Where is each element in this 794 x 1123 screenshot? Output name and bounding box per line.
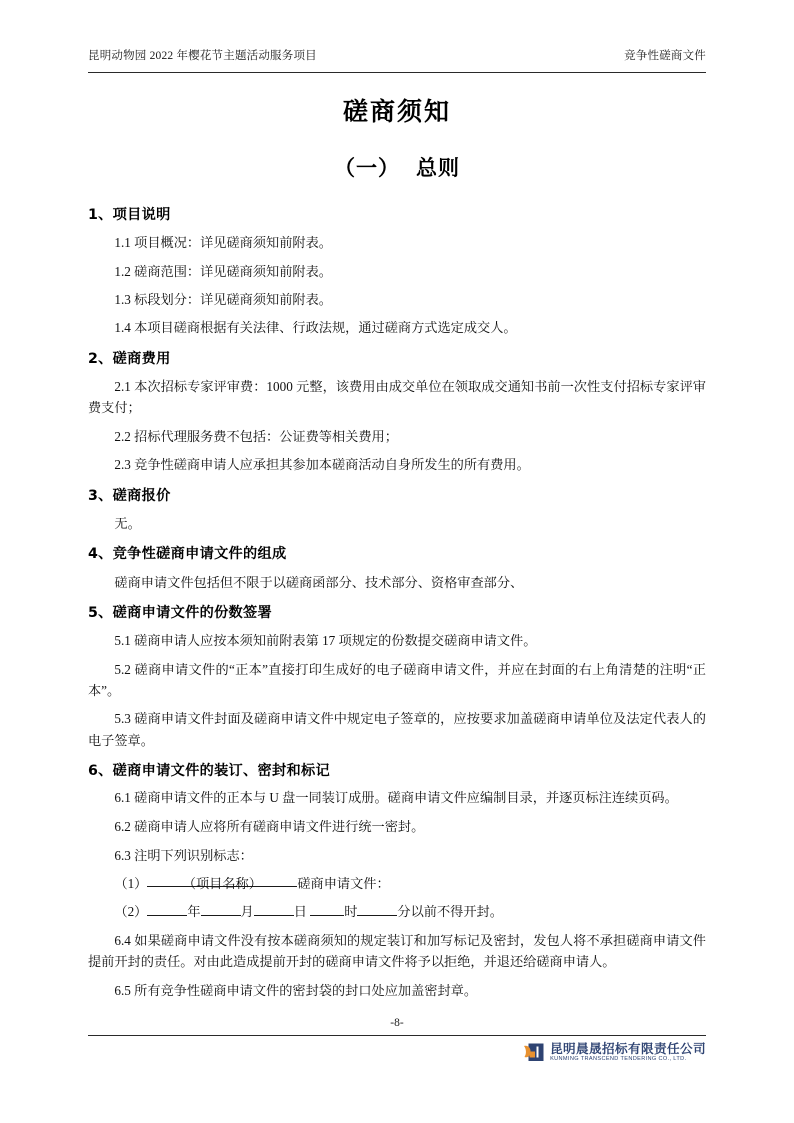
section-4 xyxy=(88,544,706,593)
marking-item-1-prefix: （1） xyxy=(114,876,148,892)
company-logo-mark-icon xyxy=(523,1042,545,1063)
minute-blank[interactable] xyxy=(357,902,397,916)
paragraph: 6.1 磋商申请文件的正本与 U 盘一同装订成册。磋商申请文件应编制目录，并逐页标注连续页码。 xyxy=(114,790,678,806)
unit-hour: 时 xyxy=(344,904,358,920)
section-2 xyxy=(88,349,706,476)
subtitle-part-number: （一） xyxy=(334,156,400,180)
paragraph: 5.2 磋商申请文件的“正本”直接打印生成好的电子磋商申请文件，并应在封面的右上角清楚的注明“正本”。 xyxy=(88,661,706,698)
company-logo-text xyxy=(550,1042,706,1063)
section-heading: 4、竞争性磋商申请文件的组成 xyxy=(88,546,287,563)
company-logo xyxy=(523,1042,706,1063)
paragraph: 6.2 磋商申请人应将所有磋商申请文件进行统一密封。 xyxy=(114,819,425,835)
subtitle-part-name: 总则 xyxy=(416,156,460,180)
day-blank[interactable] xyxy=(254,902,294,916)
page-number: -8- xyxy=(390,1017,404,1029)
running-header xyxy=(88,50,706,64)
section-subtitle xyxy=(0,152,794,182)
paragraph: 无。 xyxy=(114,515,141,531)
paragraph: 6.3 注明下列识别标志： xyxy=(114,847,253,863)
unit-month: 月 xyxy=(240,904,254,920)
unit-day: 日 xyxy=(293,904,307,920)
paragraph: 2.3 竞争性磋商申请人应承担其参加本磋商活动自身所发生的所有费用。 xyxy=(114,457,530,473)
section-6 xyxy=(88,761,706,1001)
section-heading: 3、磋商报价 xyxy=(88,487,171,504)
paragraph: 1.1 项目概况：详见磋商须知前附表。 xyxy=(114,235,332,251)
document-body xyxy=(88,205,706,1011)
paragraph: 1.2 磋商范围：详见磋商须知前附表。 xyxy=(114,263,332,279)
year-blank[interactable] xyxy=(147,902,187,916)
paragraph: 磋商申请文件包括但不限于以磋商函部分、技术部分、资格审查部分、 xyxy=(114,574,524,590)
paragraph: 6.5 所有竞争性磋商申请文件的密封袋的封口处应加盖密封章。 xyxy=(114,982,478,998)
company-name-en: KUNMING TRANSCEND TENDERING CO., LTD. xyxy=(550,1055,687,1062)
header-project-title: 昆明动物园 2022 年樱花节主题活动服务项目 xyxy=(88,50,317,62)
company-name-cn: 昆明晨晟招标有限责任公司 xyxy=(550,1041,706,1057)
project-name-blank[interactable]: （项目名称） xyxy=(147,873,297,887)
section-heading: 2、磋商费用 xyxy=(88,350,171,367)
page-title: 磋商须知 xyxy=(342,97,451,126)
section-3 xyxy=(88,486,706,535)
paragraph: 5.1 磋商申请人应按本须知前附表第 17 项规定的份数提交磋商申请文件。 xyxy=(114,633,537,649)
paragraph: 1.4 本项目磋商根据有关法律、行政法规，通过磋商方式选定成交人。 xyxy=(114,320,517,336)
section-heading: 1、项目说明 xyxy=(88,207,171,223)
paragraph: 1.3 标段划分：详见磋商须知前附表。 xyxy=(114,292,332,308)
section-heading: 6、磋商申请文件的装订、密封和标记 xyxy=(88,763,330,780)
paragraph: 6.4 如果磋商申请文件没有按本磋商须知的规定装订和加写标记及密封，发包人将不承担磋商申请文件提前开封的责任。对由此造成提前开封的磋商申请文件将予以拒绝，并退还给磋商申请人。 xyxy=(88,932,706,970)
header-document-type: 竞争性磋商文件 xyxy=(624,50,706,62)
month-blank[interactable] xyxy=(201,902,241,916)
unit-minute: 分以前不得开封。 xyxy=(397,904,503,920)
section-heading: 5、磋商申请文件的份数签署 xyxy=(88,604,273,621)
marking-item-1 xyxy=(88,873,706,894)
section-5 xyxy=(88,603,706,751)
marking-item-1-suffix: 磋商申请文件： xyxy=(297,876,390,892)
header-divider xyxy=(88,72,706,73)
marking-item-2-prefix: （2） xyxy=(114,904,148,920)
marking-item-2 xyxy=(88,901,706,922)
hour-blank[interactable] xyxy=(310,902,344,916)
paragraph: 2.1 本次招标专家评审费：1000 元整，该费用由成交单位在领取成交通知书前一次性支付招标专家评审费支付； xyxy=(88,379,706,416)
paragraph: 5.3 磋商申请文件封面及磋商申请文件中规定电子签章的，应按要求加盖磋商申请单位及法定代表人的电子签章。 xyxy=(88,711,706,748)
section-1 xyxy=(88,205,706,339)
footer-divider xyxy=(88,1035,706,1036)
paragraph: 2.2 招标代理服务费不包括：公证费等相关费用； xyxy=(114,428,398,444)
unit-year: 年 xyxy=(187,904,201,920)
